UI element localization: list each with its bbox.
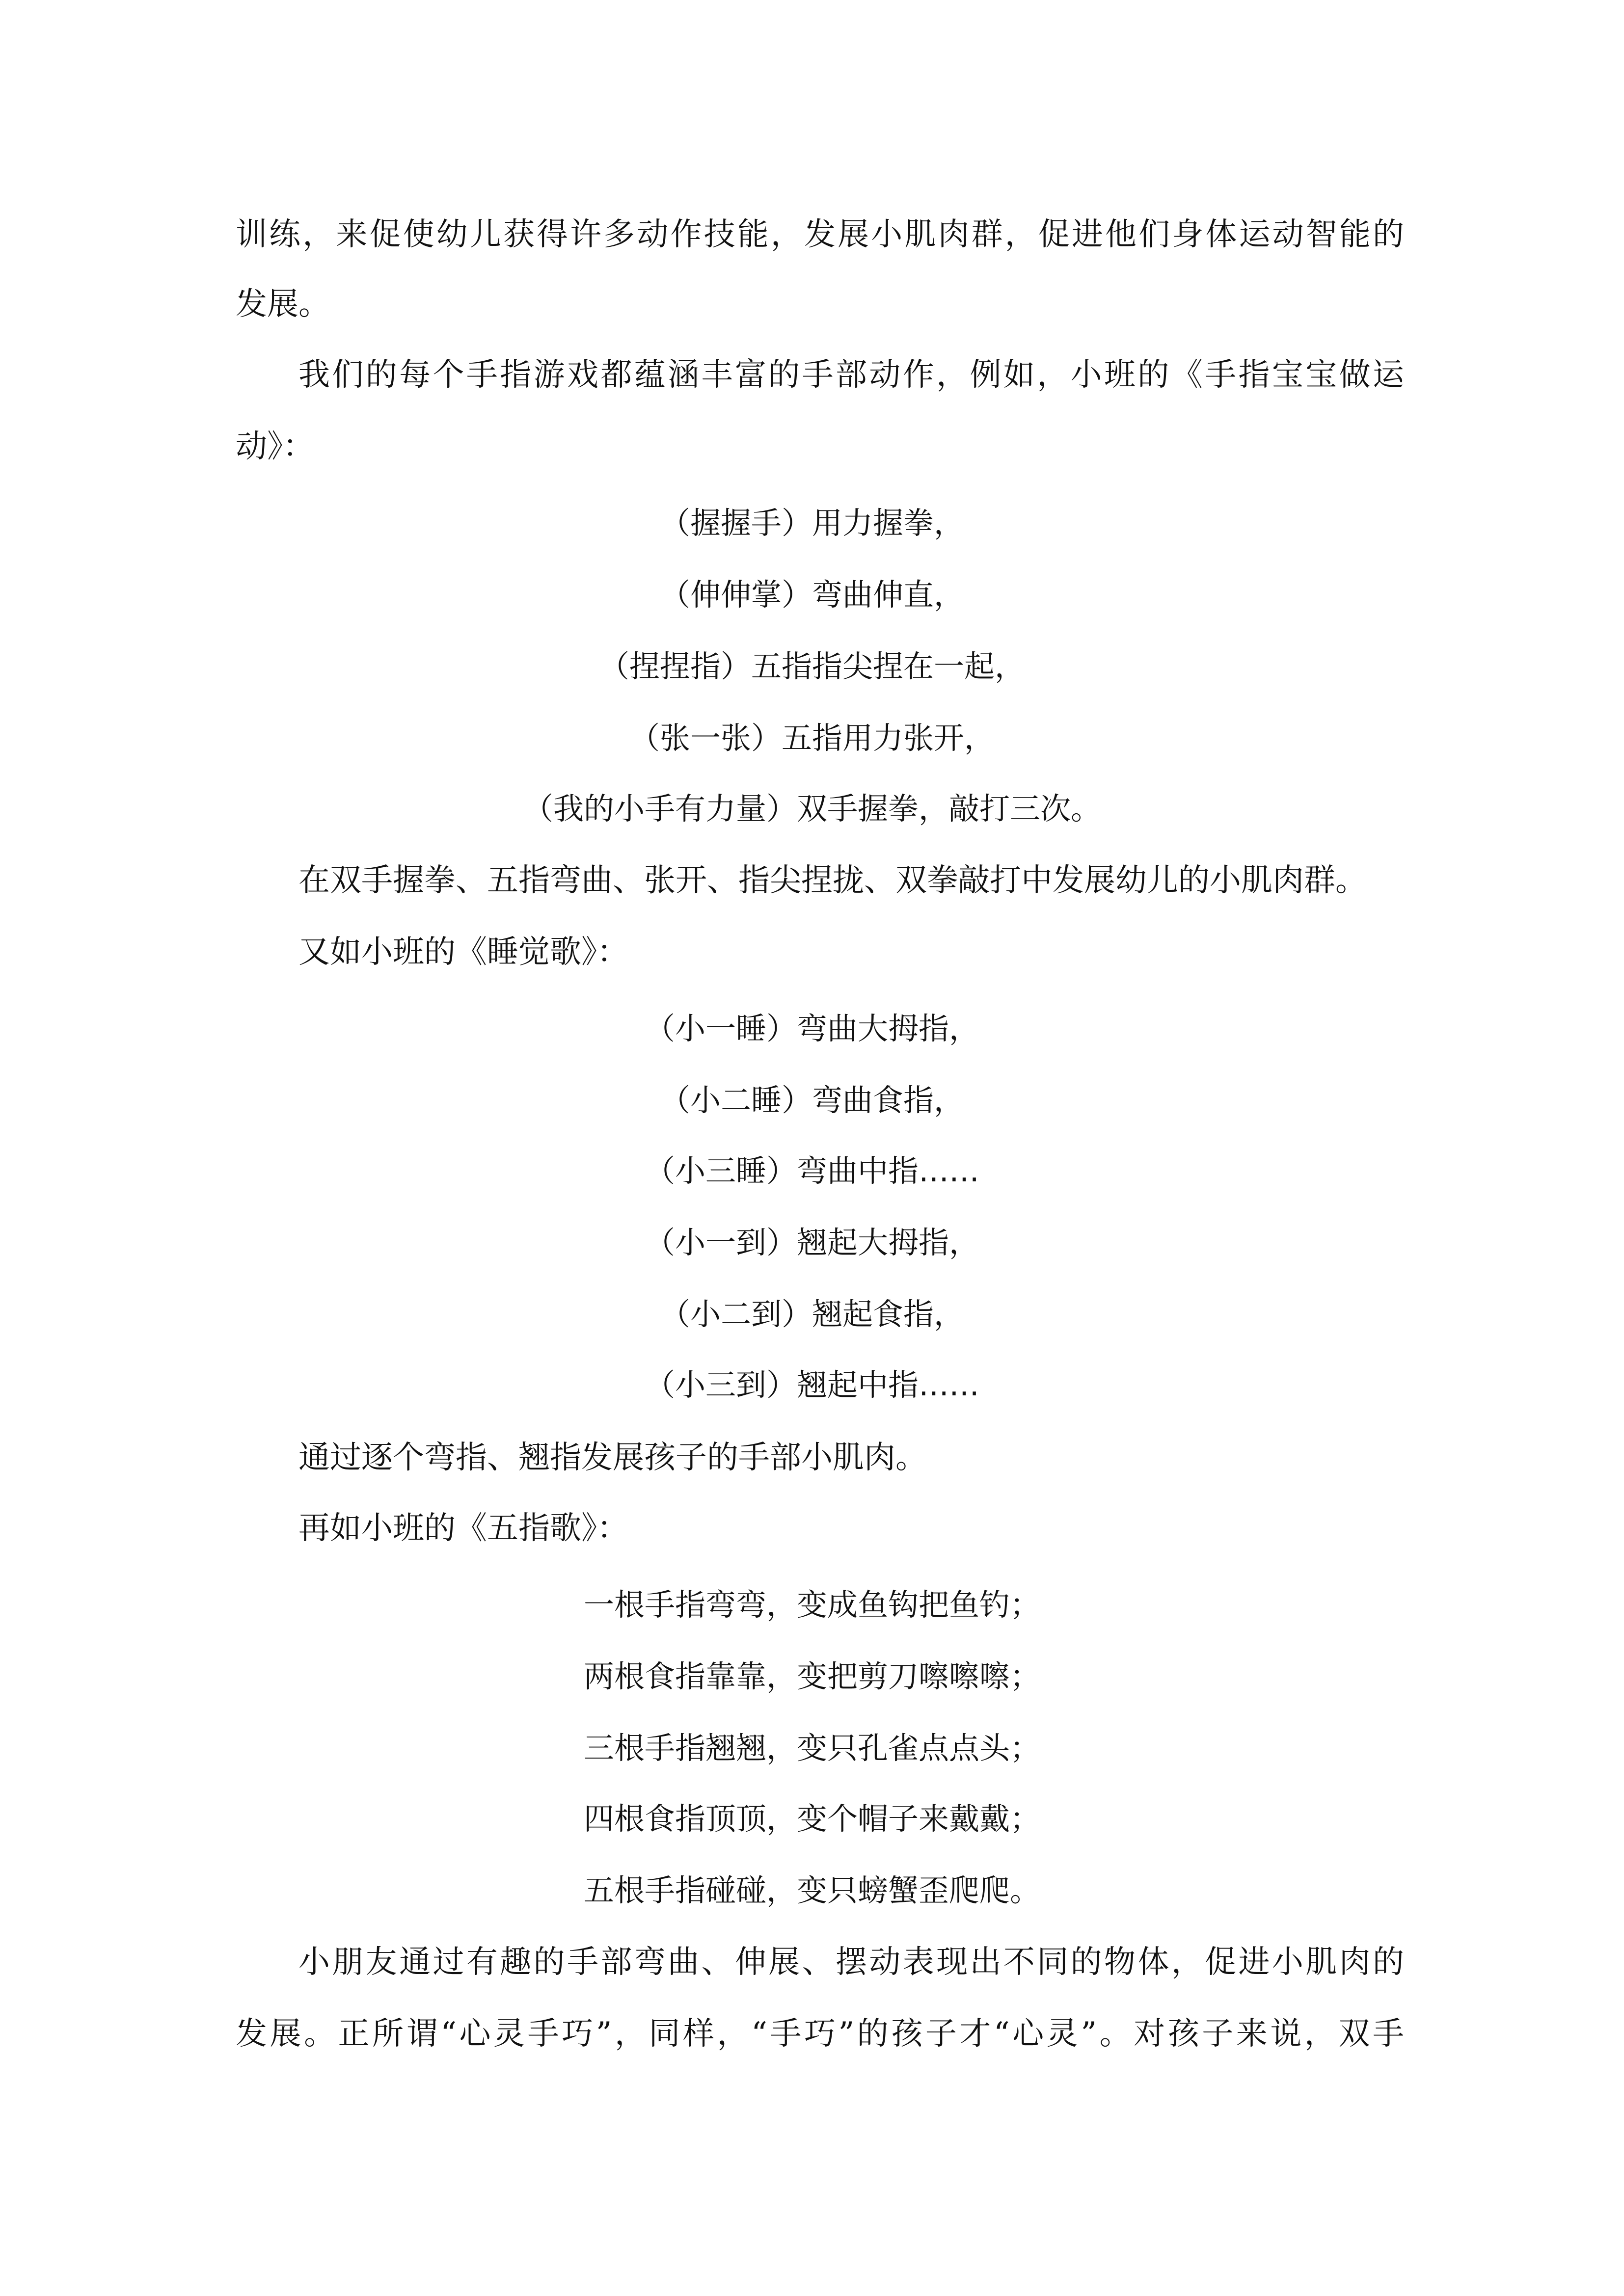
paragraph-line: 发展。 — [236, 286, 330, 322]
verse-line: 四根食指顶顶，变个帽子来戴戴； — [583, 1801, 1040, 1837]
verse-line: （捏捏指）五指指尖捏在一起， — [598, 648, 1025, 684]
paragraph-line: 再如小班的《五指歌》： — [298, 1510, 628, 1547]
paragraph-line: 动》： — [236, 428, 314, 465]
paragraph-line: 小朋友通过有趣的手部弯曲、伸展、摆动表现出不同的物体，促进小肌肉的 — [298, 1944, 1404, 1980]
paragraph-line: 通过逐个弯指、翘指发展孩子的手部小肌肉。 — [298, 1440, 927, 1476]
paragraph-line: 又如小班的《睡觉歌》： — [298, 934, 628, 970]
verse-line: （握握手）用力握拳， — [659, 505, 964, 541]
verse-line: 一根手指弯弯，变成鱼钩把鱼钓； — [583, 1587, 1040, 1623]
paragraph-line: 在双手握拳、五指弯曲、张开、指尖捏拢、双拳敲打中发展幼儿的小肌肉群。 — [298, 862, 1367, 899]
verse-line: 两根食指靠靠，变把剪刀嚓嚓嚓； — [583, 1658, 1040, 1694]
verse-line: （小二到）翘起食指， — [659, 1296, 964, 1332]
verse-line: 三根手指翘翘，变只孔雀点点头； — [583, 1730, 1040, 1766]
verse-line: （小一到）翘起大拇指， — [644, 1225, 979, 1260]
verse-line: （我的小手有力量）双手握拳，敲打三次。 — [522, 791, 1101, 827]
paragraph-line: 我们的每个手指游戏都蕴涵丰富的手部动作，例如，小班的《手指宝宝做运 — [298, 357, 1404, 393]
verse-line: （小一睡）弯曲大拇指， — [644, 1011, 979, 1046]
verse-line: （伸伸掌）弯曲伸直， — [659, 577, 964, 613]
verse-line: （小三睡）弯曲中指…… — [644, 1153, 979, 1189]
verse-line: （张一张）五指用力张开， — [629, 720, 995, 756]
paragraph-line: 训练，来促使幼儿获得许多动作技能，发展小肌肉群，促进他们身体运动智能的 — [236, 216, 1404, 253]
verse-line: （小三到）翘起中指…… — [644, 1367, 979, 1403]
verse-line: 五根手指碰碰，变只螃蟹歪爬爬。 — [583, 1872, 1040, 1908]
paragraph-line: 发展。正所谓“心灵手巧”，同样，“手巧”的孩子才“心灵”。对孩子来说，双手 — [236, 2016, 1404, 2052]
verse-line: （小二睡）弯曲食指， — [659, 1082, 964, 1118]
